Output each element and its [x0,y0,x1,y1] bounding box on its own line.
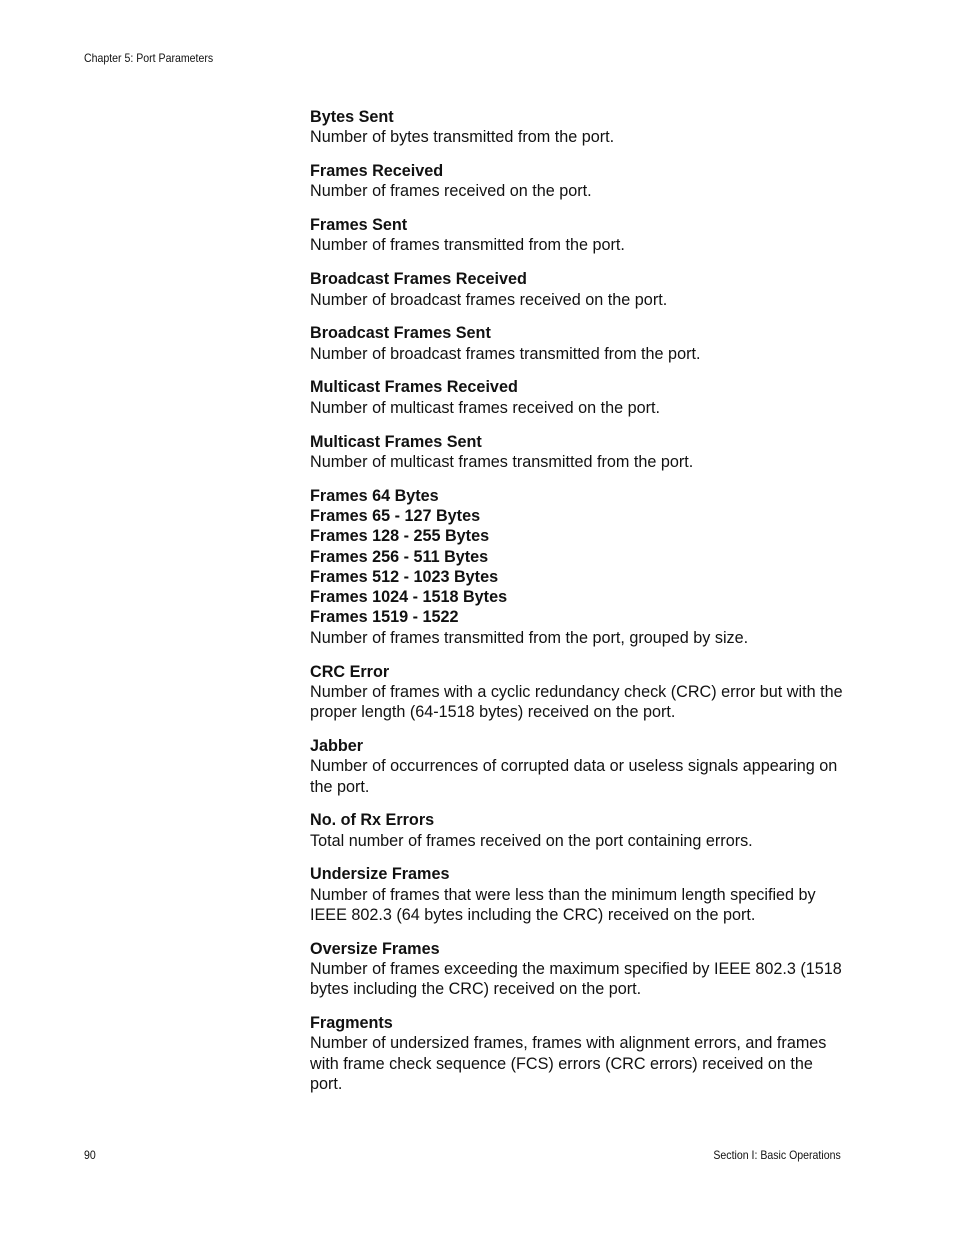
definition-term: Frames 256 - 511 Bytes [310,547,489,566]
definition-entry [310,486,845,648]
definition-entry [310,864,845,925]
definition-entry [310,662,845,723]
definition-description: Number of bytes transmitted from the port. [310,128,615,147]
definition-term: CRC Error [310,662,390,681]
definition-description: Number of frames transmitted from the port. [310,236,625,255]
definition-description: Number of multicast frames received on the port. [310,398,660,417]
definition-term: Jabber [310,736,364,755]
definition-term: Frames 512 - 1023 Bytes [310,567,499,586]
definition-term: Frames 128 - 255 Bytes [310,527,490,546]
section-title: Section I: Basic Operations [713,1148,841,1162]
definition-description: Total number of frames received on the port containing errors. [310,831,753,850]
definition-entry [310,269,845,310]
definition-description: Number of undersized frames, frames with alignment errors, and frames with frame check sequence (FCS) errors (CRC errors) received on the port. [310,1034,827,1094]
definition-entry [310,323,845,364]
definition-entry [310,810,845,851]
definition-description: Number of occurrences of corrupted data or useless signals appearing on the port. [310,757,838,796]
definition-term: Multicast Frames Sent [310,432,482,451]
definition-description: Number of frames that were less than the minimum length specified by IEEE 802.3 (64 bytes including the CRC) received on the port. [310,885,816,924]
page-number: 90 [84,1148,96,1162]
definition-entry [310,161,845,202]
definition-entry [310,939,845,1000]
definition-term: Frames 64 Bytes [310,486,439,505]
definition-entry [310,1013,845,1094]
definitions-list [310,107,845,1108]
definition-term: Frames 1519 - 1522 [310,608,459,627]
definition-entry [310,432,845,473]
definition-term: Frames 65 - 127 Bytes [310,506,481,525]
definition-term: Undersize Frames [310,865,450,884]
definition-entry [310,377,845,418]
definition-term: Multicast Frames Received [310,378,518,397]
definition-description: Number of multicast frames transmitted from the port. [310,452,694,471]
definition-entry [310,736,845,797]
definition-description: Number of frames transmitted from the port, grouped by size. [310,628,749,647]
definition-term: Frames Sent [310,216,408,235]
definition-description: Number of frames with a cyclic redundancy check (CRC) error but with the proper length (64-1518 bytes) received on the port. [310,682,843,722]
definition-term: No. of Rx Errors [310,811,435,830]
definition-entry [310,107,845,148]
definition-term: Fragments [310,1014,393,1033]
definition-description: Number of frames exceeding the maximum specified by IEEE 802.3 (1518 bytes including the CRC) received on the port. [310,960,842,999]
definition-term: Frames 1024 - 1518 Bytes [310,588,508,607]
definition-term: Oversize Frames [310,939,440,958]
definition-term: Broadcast Frames Sent [310,324,491,343]
definition-term: Frames Received [310,162,444,181]
definition-term: Bytes Sent [310,108,394,126]
definition-description: Number of broadcast frames received on the port. [310,290,668,309]
definition-entry [310,215,845,256]
definition-description: Number of broadcast frames transmitted from the port. [310,344,701,363]
running-header: Chapter 5: Port Parameters [84,51,214,65]
definition-description: Number of frames received on the port. [310,182,592,201]
definition-term: Broadcast Frames Received [310,270,527,289]
